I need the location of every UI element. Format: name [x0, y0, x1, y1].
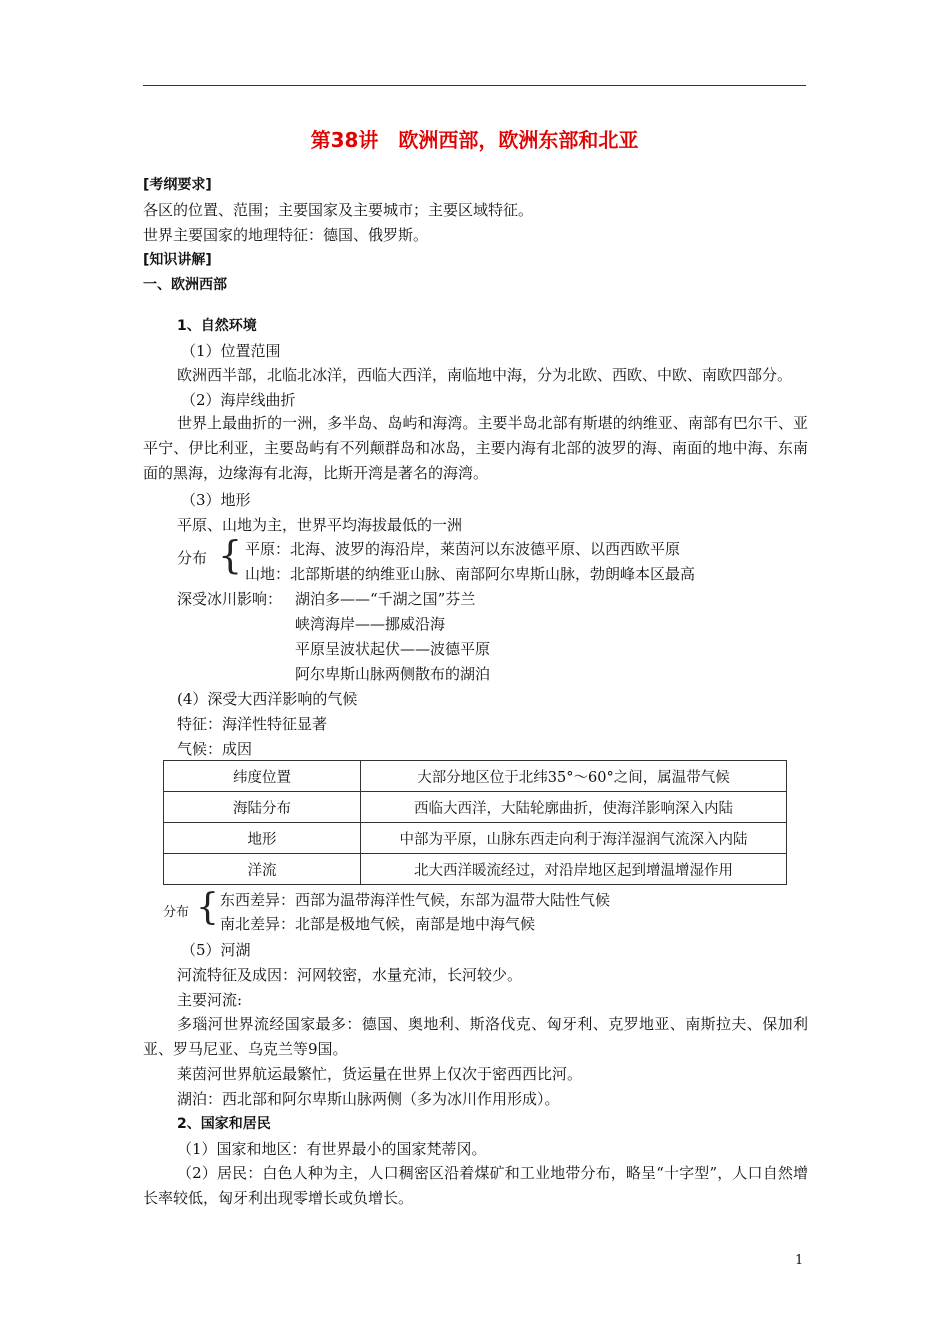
item-coastline: （2）海岸线曲折: [181, 391, 296, 409]
table-cell-factor: 地形: [164, 823, 361, 854]
residents-text: （2）居民：白色人种为主，人口稠密区沿着煤矿和工业地带分布，略呈“十字型”，人口自然增长率较低，匈牙利出现零增长或负增长。: [143, 1164, 808, 1207]
location-text: 欧洲西半部，北临北冰洋，西临大西洋，南临地中海，分为北欧、西欧、中欧、南欧四部分。: [177, 366, 793, 384]
climate-cause-table: [163, 760, 787, 885]
item-rivers-lakes: （5）河湖: [181, 941, 251, 959]
table-row: [164, 792, 787, 823]
table-cell-description: 中部为平原，山脉东西走向利于海洋湿润气流深入内陆: [361, 823, 787, 854]
table-cell-description: 北大西洋暖流经过，对沿岸地区起到增温增湿作用: [361, 854, 787, 885]
table-row: [164, 761, 787, 792]
coastline-text: 世界上最曲折的一洲，多半岛、岛屿和海湾。主要半岛北部有斯堪的纳维亚、南部有巴尔干、亚平宁、伊比利亚，主要岛屿有不列颠群岛和冰岛，主要内海有北部的波罗的海、南面的地中海、东南面的黑海，边缘海有北海，比斯开湾是著名的海湾。: [143, 414, 808, 482]
climate-north-south: 南北差异：北部是极地气候，南部是地中海气候: [220, 915, 536, 933]
glacier-item: 阿尔卑斯山脉两侧散布的湖泊: [295, 665, 491, 683]
table-row: [164, 823, 787, 854]
item-climate: (4）深受大西洋影响的气候: [177, 690, 358, 708]
terrain-text: 平原、山地为主，世界平均海拔最低的一洲: [177, 516, 463, 534]
item-terrain: （3）地形: [181, 491, 251, 509]
main-rivers-label: 主要河流:: [177, 991, 243, 1009]
lakes-text: 湖泊：西北部和阿尔卑斯山脉两侧（多为冰川作用形成）。: [177, 1090, 560, 1108]
table-row: [164, 854, 787, 885]
river-features: 河流特征及成因：河网较密，水量充沛，长河较少。: [177, 966, 523, 984]
part-heading-west-europe: 一、欧洲西部: [143, 277, 227, 293]
item-location: （1）位置范围: [181, 342, 281, 360]
table-cell-factor: 洋流: [164, 854, 361, 885]
page-number: 1: [795, 1253, 804, 1268]
glacier-item: 湖泊多——“千湖之国”芬兰: [295, 590, 476, 608]
rhine-text: 莱茵河世界航运最繁忙，货运量在世界上仅次于密西西比河。: [177, 1065, 583, 1083]
exam-line-1: 各区的位置、范围；主要国家及主要城市；主要区域特征。: [143, 201, 534, 219]
terrain-mountain: 山地：北部斯堪的纳维亚山脉、南部阿尔卑斯山脉，勃朗峰本区最高: [245, 565, 696, 583]
glacier-item: 峡湾海岸——挪威沿海: [295, 615, 446, 633]
climate-brace-icon: {: [196, 887, 219, 928]
danube-text: 多瑙河世界流经国家最多：德国、奥地利、斯洛伐克、匈牙利、克罗地亚、南斯拉夫、保加利亚、罗马尼亚、乌克兰等9国。: [143, 1015, 808, 1058]
exam-line-2: 世界主要国家的地理特征：德国、俄罗斯。: [143, 226, 429, 244]
climate-east-west: 东西差异：西部为温带海洋性气候，东部为温带大陆性气候: [220, 891, 611, 909]
countries-text: （1）国家和地区：有世界最小的国家梵蒂冈。: [177, 1140, 487, 1158]
table-cell-description: 大部分地区位于北纬35°～60°之间，属温带气候: [361, 761, 787, 792]
table-cell-factor: 海陆分布: [164, 792, 361, 823]
section-exam-heading: [考纲要求]: [143, 177, 212, 193]
glacier-item: 平原呈波状起伏——波德平原: [295, 640, 491, 658]
climate-cause: 气候：成因: [177, 740, 253, 758]
section-knowledge-heading: [知识讲解]: [143, 252, 212, 268]
terrain-plain: 平原：北海、波罗的海沿岸，莱茵河以东波德平原、以西西欧平原: [245, 540, 681, 558]
terrain-dist-label: 分布: [177, 549, 208, 567]
header-rule: [143, 85, 806, 86]
climate-dist-label: 分布: [163, 905, 190, 920]
table-cell-description: 西临大西洋，大陆轮廓曲折，使海洋影响深入内陆: [361, 792, 787, 823]
table-cell-factor: 纬度位置: [164, 761, 361, 792]
glacier-label: 深受冰川影响：: [177, 590, 283, 608]
climate-feature: 特征：海洋性特征显著: [177, 715, 328, 733]
page-title: 第38讲 欧洲西部，欧洲东部和北亚: [310, 128, 639, 152]
terrain-brace-icon: {: [218, 533, 243, 577]
subheading-natural-env: 1、自然环境: [177, 318, 257, 334]
subheading-countries: 2、国家和居民: [177, 1116, 271, 1132]
